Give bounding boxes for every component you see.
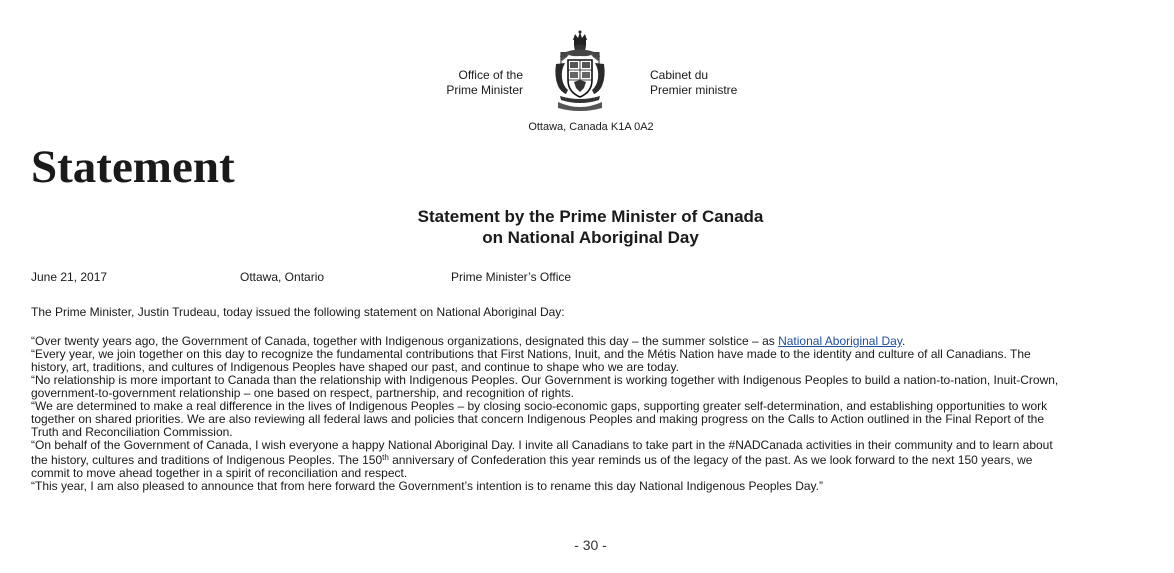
national-aboriginal-day-link[interactable]: National Aboriginal Day xyxy=(778,334,902,348)
crown-icon xyxy=(573,31,587,47)
letterhead-french xyxy=(650,68,737,98)
statement-body xyxy=(31,335,1151,493)
ordinal-suffix: th xyxy=(382,453,389,462)
letterhead-french-line-1: Cabinet du xyxy=(650,68,709,82)
paragraph-5 xyxy=(31,439,1151,480)
paragraph-1-text: “Over twenty years ago, the Government of Canada, together with Indigenous organizations, designated this day – the summer solstice – as xyxy=(31,334,779,348)
letterhead-address xyxy=(0,121,1174,133)
letterhead-french-line-2: Premier ministre xyxy=(650,83,738,97)
letterhead-english-line-2: Prime Minister xyxy=(446,83,523,97)
paragraph-4-line-3: Truth and Reconciliation Commission. xyxy=(31,425,233,439)
release-location: Ottawa, Ontario xyxy=(240,270,325,284)
paragraph-3-line-2: government-to-government relationship – one based on respect, partnership, and recognition of rights. xyxy=(31,386,574,400)
paragraph-5-line-3: commit to move ahead together in a spirit of reconciliation and respect. xyxy=(31,466,408,480)
letterhead-english-line-1: Office of the xyxy=(458,68,523,82)
paragraph-1-end: . xyxy=(901,334,906,348)
paragraph-5-line-2-end: anniversary of Confederation this year reminds us of the legacy of the past. As we look forward to the next 150 years, we xyxy=(388,453,1033,467)
paragraph-5-line-1: “On behalf of the Government of Canada, I wish everyone a happy National Aboriginal Day. I invite all Canadians to take part in the #NADCanada activities in their community and to learn about xyxy=(31,438,1053,452)
intro-text: The Prime Minister, Justin Trudeau, today issued the following statement on National Aboriginal Day: xyxy=(31,305,565,319)
address-text: Ottawa, Canada K1A 0A2 xyxy=(528,121,654,133)
paragraph-2-line-2: history, art, traditions, and cultures of Indigenous Peoples have shaped our past, and continue to shape who we are today. xyxy=(31,360,679,374)
release-date: June 21, 2017 xyxy=(31,270,108,284)
paragraph-3-line-1: “No relationship is more important to Canada than the relationship with Indigenous Peoples. Our Government is working together with Indigenous Peoples to build a nation-to-nation, Inuit-Crown, xyxy=(31,373,1059,387)
paragraph-3 xyxy=(31,374,1151,400)
paragraph-4-line-2: together on shared priorities. We are also reviewing all federal laws and policies that concern Indigenous Peoples and making progress on the Calls to Action outlined in the Final Report of the xyxy=(31,412,1045,426)
title-line-1: Statement by the Prime Minister of Canada xyxy=(417,207,764,226)
statement-title xyxy=(0,206,1174,248)
statement-heading: Statement xyxy=(31,141,235,193)
paragraph-6-line: “This year, I am also pleased to announce that from here forward the Government’s intention is to rename this day National Indigenous Peoples Day.” xyxy=(31,479,823,493)
release-office: Prime Minister’s Office xyxy=(451,270,572,284)
paragraph-4-line-1: “We are determined to make a real difference in the lives of Indigenous Peoples – by closing socio-economic gaps, supporting greater self-determination, and establishing opportunities to work xyxy=(31,399,1048,413)
letterhead-english xyxy=(437,68,523,98)
title-line-2: on National Aboriginal Day xyxy=(482,228,699,247)
paragraph-2-line-1: “Every year, we join together on this day to recognize the fundamental contributions that First Nations, Inuit, and the Métis Nation have made to the identity and culture of all Canadians. The xyxy=(31,347,1031,361)
paragraph-2 xyxy=(31,348,1151,374)
paragraph-5-line-2-start: the history, cultures and traditions of Indigenous Peoples. The 150 xyxy=(31,453,383,467)
coat-of-arms-icon xyxy=(552,30,608,112)
paragraph-4 xyxy=(31,400,1151,439)
letterhead xyxy=(0,0,1174,140)
page-number: - 30 - xyxy=(574,537,607,553)
paragraph-6 xyxy=(31,480,1151,493)
